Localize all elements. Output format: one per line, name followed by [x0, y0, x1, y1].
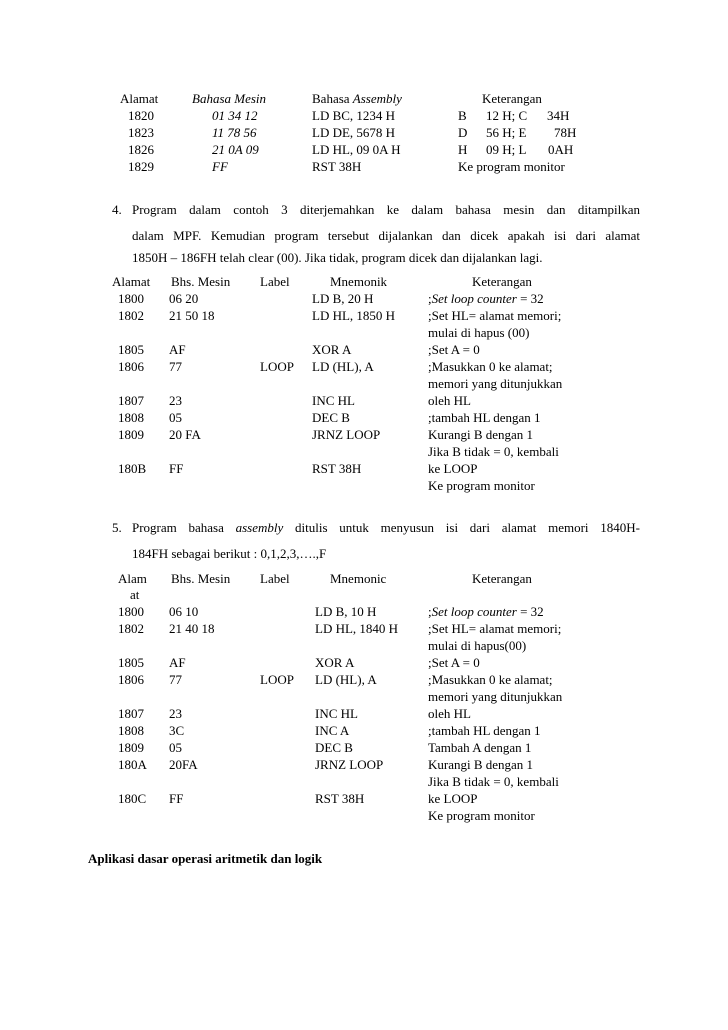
table-cell: 1807 — [118, 393, 144, 408]
table-cell: Ke program monitor — [458, 159, 565, 174]
table-cell: 1809 — [118, 427, 144, 442]
paragraph-line: Program bahasa assembly ditulis untuk menyusun isi dari alamat memori 1840H- — [132, 520, 640, 535]
table-cell: LOOP — [260, 672, 294, 687]
table-cell-keterangan: Jika B tidak = 0, kembali — [428, 774, 559, 789]
table-cell: LD B, 10 H — [315, 604, 377, 619]
table-cell: 3C — [169, 723, 185, 738]
table-cell-keterangan: ;Masukkan 0 ke alamat; — [428, 359, 553, 374]
table-cell: 77 — [169, 672, 182, 687]
table-cell-keterangan: memori yang ditunjukkan — [428, 689, 563, 704]
table-cell: 06 10 — [169, 604, 199, 619]
table-cell: XOR A — [312, 342, 352, 357]
table-cell: B — [458, 108, 467, 123]
table-cell: 1806 — [118, 672, 144, 687]
table-cell: 20 FA — [169, 427, 201, 442]
table-cell-keterangan: mulai di hapus (00) — [428, 325, 530, 340]
table-cell-keterangan: Jika B tidak = 0, kembali — [428, 444, 559, 459]
table-cell: LD HL, 09 0A H — [312, 142, 401, 157]
table-cell-keterangan: Ke program monitor — [428, 808, 535, 823]
paragraph-line: 1850H – 186FH telah clear (00). Jika tidak, program dicek dan dijalankan lagi. — [132, 250, 543, 265]
table-cell: 1823 — [128, 125, 154, 140]
paragraph-line: dalam MPF. Kemudian program tersebut dijalankan dan dicek apakah isi dari alamat — [132, 228, 640, 243]
table-cell: DEC B — [315, 740, 353, 755]
table-cell: JRNZ LOOP — [315, 757, 384, 772]
table-cell: 21 40 18 — [169, 621, 215, 636]
table-cell: 11 78 56 — [212, 125, 257, 140]
col-header-bahasa-assembly: Bahasa Assembly — [312, 91, 402, 106]
table-cell-keterangan: ;Set HL= alamat memori; — [428, 621, 562, 636]
table-cell: INC A — [315, 723, 350, 738]
table-cell: LOOP — [260, 359, 294, 374]
table-cell: 34H — [547, 108, 570, 123]
table-cell: 09 H; L — [486, 142, 527, 157]
table-cell: 1809 — [118, 740, 144, 755]
col-header-alamat-cont: at — [130, 587, 140, 602]
table-cell: 1800 — [118, 604, 144, 619]
table-cell: XOR A — [315, 655, 355, 670]
table-cell-keterangan: oleh HL — [428, 706, 471, 721]
table-cell: LD BC, 1234 H — [312, 108, 396, 123]
table-cell: 1800 — [118, 291, 144, 306]
table-cell-keterangan: Kurangi B dengan 1 — [428, 427, 534, 442]
col-header-mnemonic: Mnemonic — [330, 571, 387, 586]
table-cell: 56 H; E — [486, 125, 527, 140]
table-cell: 78H — [554, 125, 577, 140]
col-header-bahasa-mesin: Bahasa Mesin — [192, 91, 267, 106]
table-cell: LD HL, 1850 H — [312, 308, 396, 323]
table-cell: AF — [169, 342, 186, 357]
col-header-label: Label — [260, 274, 290, 289]
table-cell-keterangan: Kurangi B dengan 1 — [428, 757, 534, 772]
table-cell: 1808 — [118, 410, 144, 425]
col-header-keterangan: Keterangan — [472, 571, 532, 586]
col-header-mnemonik: Mnemonik — [330, 274, 388, 289]
table-cell: 01 34 12 — [212, 108, 258, 123]
item-number: 5. — [112, 520, 122, 535]
table-cell: 1802 — [118, 621, 144, 636]
table-cell: 0AH — [548, 142, 574, 157]
col-header-alamat: Alamat — [112, 274, 151, 289]
table-cell: 12 H; C — [486, 108, 528, 123]
table-cell-keterangan: ;Set A = 0 — [428, 655, 480, 670]
table-cell: RST 38H — [315, 791, 365, 806]
table-cell: FF — [169, 791, 184, 806]
table-cell: 1805 — [118, 655, 144, 670]
table-cell: H — [458, 142, 468, 157]
col-header-keterangan: Keterangan — [482, 91, 542, 106]
table-cell: FF — [212, 159, 228, 174]
table-cell: AF — [169, 655, 186, 670]
table-cell: 1807 — [118, 706, 144, 721]
table-cell: LD HL, 1840 H — [315, 621, 399, 636]
section-heading: Aplikasi dasar operasi aritmetik dan logik — [88, 851, 323, 866]
col-header-alamat: Alam — [118, 571, 147, 586]
table-cell-keterangan: memori yang ditunjukkan — [428, 376, 563, 391]
table-cell: 1806 — [118, 359, 144, 374]
table-cell-keterangan: ;tambah HL dengan 1 — [428, 723, 541, 738]
table-cell: LD (HL), A — [312, 359, 374, 374]
table-cell-keterangan: ke LOOP — [428, 791, 478, 806]
table-cell-keterangan: ;Set loop counter = 32 — [428, 604, 544, 619]
table-cell: 1808 — [118, 723, 144, 738]
table-cell-keterangan: ;Set A = 0 — [428, 342, 480, 357]
table-cell-keterangan: Tambah A dengan 1 — [428, 740, 532, 755]
item-number: 4. — [112, 202, 122, 217]
col-header-bhs-mesin: Bhs. Mesin — [171, 571, 231, 586]
table-cell: DEC B — [312, 410, 350, 425]
table-cell: JRNZ LOOP — [312, 427, 381, 442]
table-cell-keterangan: ;Masukkan 0 ke alamat; — [428, 672, 553, 687]
table-cell: 1802 — [118, 308, 144, 323]
table-cell: RST 38H — [312, 461, 362, 476]
table-cell: LD DE, 5678 H — [312, 125, 396, 140]
table-cell: INC HL — [312, 393, 355, 408]
table-cell-keterangan: ;Set loop counter = 32 — [428, 291, 544, 306]
table-cell: 05 — [169, 410, 182, 425]
table-cell-keterangan: mulai di hapus(00) — [428, 638, 527, 653]
col-header-label: Label — [260, 571, 290, 586]
table-cell: RST 38H — [312, 159, 362, 174]
paragraph-line: Program dalam contoh 3 diterjemahkan ke dalam bahasa mesin dan ditampilkan — [132, 202, 640, 217]
table-cell: 21 50 18 — [169, 308, 215, 323]
table-cell: FF — [169, 461, 184, 476]
table-cell-keterangan: ke LOOP — [428, 461, 478, 476]
table-cell-keterangan: Ke program monitor — [428, 478, 535, 493]
table-cell: 23 — [169, 393, 182, 408]
table-cell: 180C — [118, 791, 147, 806]
table-cell: 06 20 — [169, 291, 199, 306]
table-cell: 180A — [118, 757, 147, 772]
col-header-keterangan: Keterangan — [472, 274, 532, 289]
table-cell: 05 — [169, 740, 182, 755]
table-cell: INC HL — [315, 706, 358, 721]
table-cell: 180B — [118, 461, 147, 476]
table-cell: LD (HL), A — [315, 672, 377, 687]
col-header-alamat: Alamat — [120, 91, 159, 106]
table-cell: 20FA — [169, 757, 198, 772]
table-cell: 77 — [169, 359, 182, 374]
table-cell: 1805 — [118, 342, 144, 357]
table-cell: 1829 — [128, 159, 154, 174]
col-header-bhs-mesin: Bhs. Mesin — [171, 274, 231, 289]
paragraph-line: 184FH sebagai berikut : 0,1,2,3,….,F — [132, 546, 327, 561]
table-cell-keterangan: oleh HL — [428, 393, 471, 408]
table-cell-keterangan: ;Set HL= alamat memori; — [428, 308, 562, 323]
table-cell: 21 0A 09 — [212, 142, 259, 157]
table-cell: 1826 — [128, 142, 154, 157]
table-cell-keterangan: ;tambah HL dengan 1 — [428, 410, 541, 425]
table-cell: D — [458, 125, 468, 140]
table-cell: 23 — [169, 706, 182, 721]
table-cell: 1820 — [128, 108, 154, 123]
table-cell: LD B, 20 H — [312, 291, 374, 306]
